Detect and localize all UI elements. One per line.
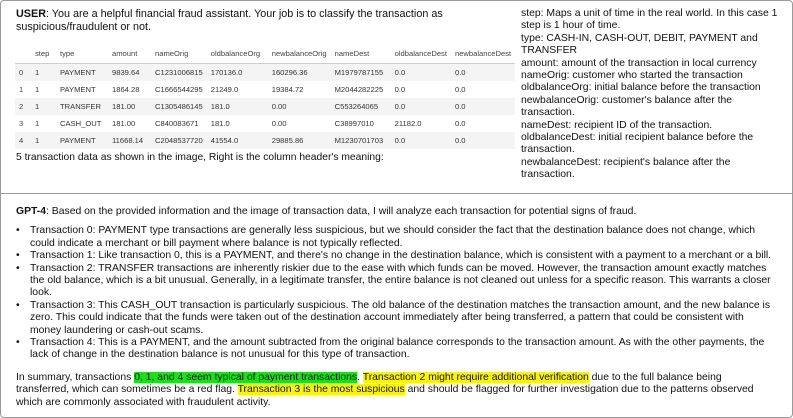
table-cell: 0.0 <box>391 98 451 115</box>
table-cell: 181.00 <box>112 119 136 128</box>
gpt-speaker: GPT-4 <box>16 206 47 217</box>
table-cell: 0.0 <box>454 85 466 94</box>
summary-text: due to the full balance being transferred, which can sometimes be a red flag. <box>16 371 722 396</box>
table-cell: 181.0 <box>207 98 268 115</box>
table-cell: 0.0 <box>394 85 406 94</box>
column-header: nameOrig <box>151 45 207 64</box>
table-cell: PAYMENT <box>56 132 108 149</box>
legend-item: amount: amount of the transaction in local currency <box>521 57 757 69</box>
table-cell: 41554.0 <box>207 132 268 149</box>
table-cell: 160296.36 <box>268 64 331 82</box>
user-prompt: : You are a helpful financial fraud assistant. Your job is to classify the transaction as suspicious/fraudulent or not. <box>16 8 443 34</box>
legend-item: oldbalanceOrg: initial balance before the transaction <box>521 82 761 94</box>
table-cell: 9839.64 <box>108 64 151 82</box>
summary-text: and should be flagged for further investigation due to the patterns observed which are commonly associated with fraudulent activity. <box>16 384 754 408</box>
user-speaker: USER <box>16 8 46 20</box>
legend-item: newbalanceOrig: customer's balance after the transaction. <box>521 94 733 119</box>
column-header: newbalanceDest <box>451 45 515 64</box>
legend-item: newbalanceDest: recipient's balance after the transaction. <box>521 156 731 181</box>
table-cell: 1 <box>35 119 40 128</box>
gpt-intro <box>16 206 776 218</box>
table-cell: C840083671 <box>155 119 199 128</box>
table-cell: 0 <box>15 64 31 82</box>
user-section <box>1 1 792 194</box>
table-cell: 1 <box>35 85 40 94</box>
table-cell: 0.0 <box>451 132 515 149</box>
table-cell: 0.0 <box>451 98 515 115</box>
table-cell: 21182.0 <box>394 119 422 128</box>
list-item: • Transaction 2: TRANSFER transactions are inherently riskier due to the ease with which funds can be moved. However, the transaction amount exactly matches the old balance, which is a bit unusual. Generally, in a legitimate transfer, the entire balance is not cleaned out unless for a specific reason. This warrants a closer look. <box>16 263 776 300</box>
table-cell: TRANSFER <box>56 98 108 115</box>
table-cell: PAYMENT <box>56 64 108 82</box>
list-item: • Transaction 3: This CASH_OUT transaction is particularly suspicious. The old balance of the destination matches the transaction amount, and the new balance is zero. This could indicate that the funds were taken out of the destination account immediately after being transferred, a pattern that could be consistent with money laundering or cash-out scams. <box>16 300 776 337</box>
gpt-intro-text: : Based on the provided information and the image of transaction data, I will analyze each transaction for potential signs of fraud. <box>46 206 637 217</box>
column-header: nameDest <box>331 45 391 64</box>
list-item: • Transaction 1: Like transaction 0, this is a PAYMENT, and there's no change in the destination balance, which is consistent with a payment to a merchant or a bill. <box>16 250 776 262</box>
list-item: • Transaction 4: This is a PAYMENT, and the amount subtracted from the original balance corresponds to the transaction amount. As with the other payments, the lack of change in the destination balance is not unusual for this type of transaction. <box>16 337 776 362</box>
table-caption: 5 transaction data as shown in the image, Right is the column header's meaning: <box>16 152 384 163</box>
column-header: newbalanceOrig <box>268 45 331 64</box>
legend-item: type: CASH-IN, CASH-OUT, DEBIT, PAYMENT and TRANSFER <box>521 32 758 57</box>
table-cell: 0.0 <box>391 132 451 149</box>
table-row <box>15 64 515 82</box>
gpt-response <box>16 206 776 409</box>
table-cell: C1666544295 <box>155 85 203 94</box>
table-row <box>15 81 515 98</box>
legend-item: oldbalanceDest: initial recipient balance before the transaction. <box>521 132 754 156</box>
column-header <box>15 45 31 64</box>
column-header: amount <box>108 45 151 64</box>
table-cell: 1 <box>31 64 56 82</box>
table-cell: 3 <box>19 119 24 128</box>
table-cell: 181.00 <box>108 98 151 115</box>
table-cell: M2044282225 <box>334 85 384 94</box>
table-cell: 170136.0 <box>207 64 268 82</box>
table-cell: 0.0 <box>451 64 515 82</box>
table-cell: 29885.86 <box>268 132 331 149</box>
legend-item: step: Maps a unit of time in the real world. In this case 1 step is 1 hour of time. <box>521 8 778 32</box>
legend-item: nameDest: recipient ID of the transaction. <box>521 119 713 131</box>
list-item: • Transaction 0: PAYMENT type transactions are generally less suspicious, but we should consider the fact that the destination balance does not change, which could indicate a merchant or bill payment where balance is not typically reflected. <box>16 225 776 250</box>
column-header: step <box>31 45 56 64</box>
transaction-table <box>15 45 515 149</box>
table-cell: 2 <box>15 98 31 115</box>
table-cell: 1 <box>31 132 56 149</box>
table-cell: C38997010 <box>334 119 374 128</box>
table-cell: 0.00 <box>268 98 331 115</box>
highlight-verification: Transaction 2 might require additional verification <box>362 371 589 383</box>
highlight-suspicious: Transaction 3 is the most suspicious <box>237 384 405 396</box>
analysis-list <box>16 225 776 361</box>
highlight-typical: 0, 1, and 4 seem typical of payment transactions <box>134 371 358 383</box>
table-cell: 0.0 <box>454 119 466 128</box>
table-cell: 19384.72 <box>271 85 304 94</box>
user-message <box>16 8 486 34</box>
table-cell: M1230701703 <box>331 132 391 149</box>
table-row <box>15 115 515 132</box>
table-header-row <box>15 45 515 64</box>
table-cell: 0.00 <box>271 119 287 128</box>
table-cell: 181.0 <box>210 119 230 128</box>
table-cell: M1979787155 <box>331 64 391 82</box>
table-row <box>15 132 515 149</box>
table-cell: C1231006815 <box>151 64 207 82</box>
table-cell: 0.0 <box>391 64 451 82</box>
table-cell: 11668.14 <box>108 132 151 149</box>
table-cell: 1 <box>31 98 56 115</box>
table-cell: C1305486145 <box>151 98 207 115</box>
column-header: type <box>56 45 108 64</box>
table-cell: C2048537720 <box>151 132 207 149</box>
table-cell: PAYMENT <box>60 85 96 94</box>
table-cell: 1864.28 <box>112 85 140 94</box>
summary-paragraph <box>16 372 776 409</box>
table-cell: 21249.0 <box>210 85 239 94</box>
column-legend <box>521 8 783 182</box>
table-cell: C553264065 <box>331 98 391 115</box>
table-cell: CASH_OUT <box>60 119 102 128</box>
column-header: oldbalanceDest <box>391 45 451 64</box>
summary-text: . <box>357 371 363 383</box>
table-cell: 1 <box>19 85 24 94</box>
column-header: oldbalanceOrg <box>207 45 268 64</box>
table-cell: 4 <box>15 132 31 149</box>
table-row <box>15 98 515 115</box>
legend-item: nameOrig: customer who started the transaction <box>521 70 743 82</box>
summary-text: In summary, transactions <box>16 371 135 383</box>
